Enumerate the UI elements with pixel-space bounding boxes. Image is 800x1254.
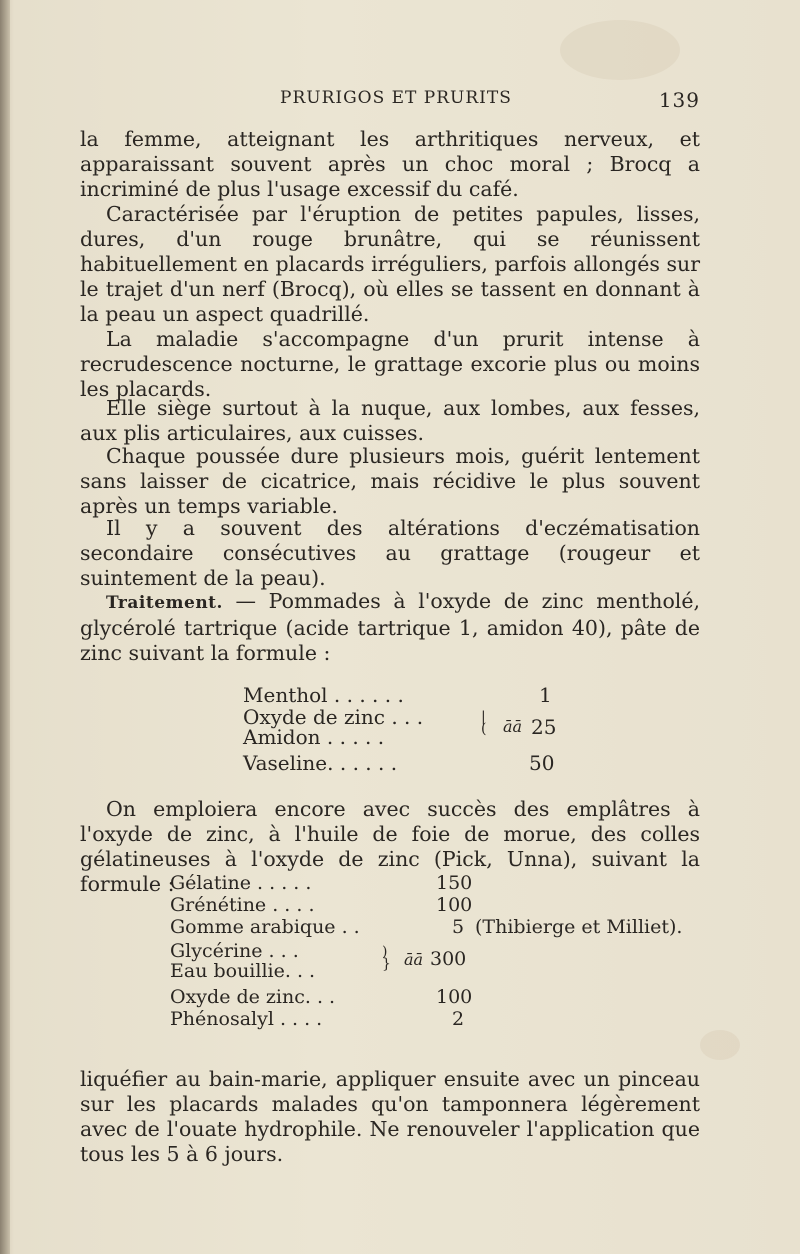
formula-shared-prefix: āā — [503, 717, 523, 736]
paragraph-treatment — [80, 589, 700, 666]
formula-ingredient: Vaseline. . . . . . — [243, 751, 398, 775]
formula-ingredient: Amidon . . . . . — [243, 725, 385, 749]
formula-ingredient: Oxyde de zinc. . . — [170, 986, 336, 1008]
formula-shared-prefix: āā — [404, 950, 424, 969]
formula-quantity: 50 — [529, 751, 555, 775]
formula-quantity: 2 — [452, 1008, 465, 1030]
paragraph-continuation: la femme, atteignant les arthritiques nerveux, et apparaissant souvent après un choc moral ; Brocq a incriminé de plus l'usage excessif du café. — [80, 127, 700, 201]
formula-ingredient: Phénosalyl . . . . — [170, 1008, 323, 1030]
paper-stain — [560, 20, 680, 80]
paragraph-localisation: Elle siège surtout à la nuque, aux lombes, aux fesses, aux plis articulaires, aux cuisses. — [80, 396, 700, 445]
paragraph-prurit: La maladie s'accompagne d'un prurit intense à recrudescence nocturne, le grattage excorie plus ou moins les placards. — [80, 327, 700, 401]
formula-ingredient: Glycérine . . . — [170, 940, 299, 962]
paragraph-evolution: Chaque poussée dure plusieurs mois, guérit lentement sans laisser de cicatrice, mais récidive le plus souvent après un temps variable. — [80, 444, 700, 518]
formula-quantity: 1 — [539, 683, 552, 707]
paragraph-complications: Il y a souvent des altérations d'eczématisation secondaire consécutives au grattage (rougeur et suintement de la peau). — [80, 516, 700, 590]
formula-shared-quantity: 300 — [430, 948, 467, 970]
formula-zinc-paste — [243, 683, 573, 783]
running-title: PRURIGOS ET PRURITS — [280, 88, 512, 108]
formula-quantity: 100 — [436, 986, 473, 1008]
formula-ingredient: Gomme arabique . . — [170, 916, 360, 938]
paper-stain — [700, 1030, 740, 1060]
formula-ingredient: Gélatine . . . . . — [170, 872, 312, 894]
formula-colle-zinc — [170, 872, 700, 1052]
page-number: 139 — [658, 88, 700, 112]
brace-icon: | ( — [481, 709, 487, 737]
treatment-heading: Traitement. — [106, 593, 223, 613]
formula-quantity: 100 — [436, 894, 473, 916]
treatment-text: — Pommades à l'oxyde de zinc mentholé, glycérolé tartrique (acide tartrique 1, amidon 40), pâte de zinc suivant la formule : — [80, 589, 700, 665]
formula-ingredient: Eau bouillie. . . — [170, 960, 316, 982]
formula-citation: (Thibierge et Milliet). — [475, 916, 683, 938]
binding-edge — [0, 0, 10, 1254]
paragraph-application: liquéfier au bain-marie, appliquer ensuite avec un pinceau sur les placards malades qu'on tamponnera légèrement avec de l'ouate hydrophile. Ne renouveler l'application que tous les 5 à 6 jours. — [80, 1067, 700, 1166]
brace-icon: ) } — [382, 944, 391, 972]
formula-ingredient: Grénétine . . . . — [170, 894, 315, 916]
paragraph-description: Caractérisée par l'éruption de petites papules, lisses, dures, d'un rouge brunâtre, qui se réunissent habituellement en placards irréguliers, parfois allongés sur le trajet d'un nerf (Brocq), où elles se tassent en donnant à la peau un aspect quadrillé. — [80, 202, 700, 326]
page-header — [80, 88, 700, 118]
formula-quantity: 5 — [452, 916, 465, 938]
formula-shared-quantity: 25 — [531, 715, 557, 739]
formula-ingredient: Menthol . . . . . . — [243, 683, 404, 707]
formula-ingredient: Oxyde de zinc . . . — [243, 705, 424, 729]
paragraph-emplatres: On emploiera encore avec succès des emplâtres à l'oxyde de zinc, à l'huile de foie de morue, des colles gélatineuses à l'oxyde de zinc (Pick, Unna), suivant la formule : — [80, 797, 700, 896]
formula-quantity: 150 — [436, 872, 473, 894]
